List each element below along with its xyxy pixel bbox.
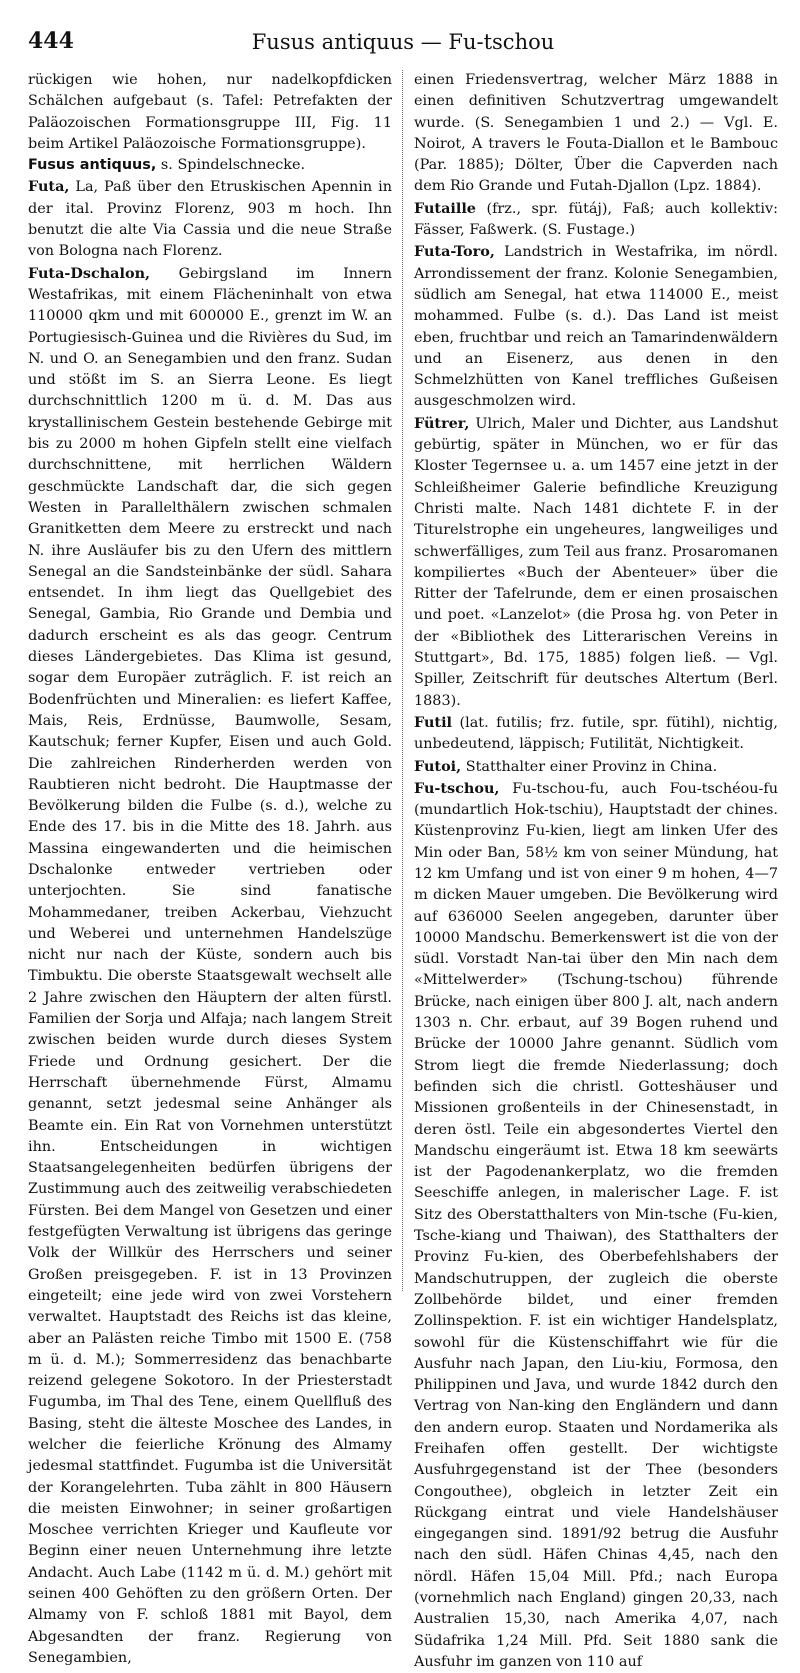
entry-text: (frz., spr. fütáj), Faß; auch kollektiv: Fässer, Faßwerk. (S. Fustage.) — [414, 200, 778, 239]
entry-text: Gebirgsland im Innern Westafrikas, mit einem Flächeninhalt von etwa 110000 qkm und mit 600000 E., grenzt im W. an Portugiesisch-Guinea und die Rivières du Sud, im N. und O. an Senegambien und den franz. Sudan und stößt im S. an Sierra Leone. Es liegt durchschnittlich 1200 m ü. d. M. Das aus krystallinischem Gestein bestehende Gebirge mit bis zu 2000 m hohen Gipfeln stellt eine vielfach durchschnittene, mit herrlichen Wäldern geschmückte Landschaft dar, die sich gegen Westen in Parallelthälern zwischen schmalen Granitketten dem Meere zu erstreckt und nach N. ihre Ausläufer bis zu den Ufern des mittlern Senegal an die Sandsteinbänke der südl. Sahara entsendet. In ihm liegt das Quellgebiet des Senegal, Gambia, Rio Grande und Dembia und dadurch erscheint es als das geogr. Centrum dieses Ländergebietes. Das Klima ist gesund, sogar dem Europäer zuträglich. F. ist reich an Bodenfrüchten und Mineralien: es liefert Kaffee, Mais, Reis, Erdnüsse, Baumwolle, Sesam, Kautschuk; ferner Kupfer, Eisen und auch Gold. Die zahlreichen Rinderherden werden von Raubtieren nicht bedroht. Die Hauptmasse der Bevölkerung bilden die Fulbe (s. d.), welche zu Ende des 17. bis in die Mitte des 18. Jahrh. aus Massina eingewanderten und die heimischen Dschalonke entweder vertrieben oder unterjochten. Sie sind fanatische Mohammedaner, treiben Ackerbau, Viehzucht und Weberei und unternehmen Handelszüge nicht nur nach der Küste, sondern auch bis Timbuktu. Die oberste Staatsgewalt wechselt alle 2 Jahre zwischen den Häuptern der alten fürstl. Familien der Sorja und Alfaja; nach langem Streit zwischen beiden wurde durch dieses System Friede und Ordnung gesichert. Der die Herrschaft übernehmende Fürst, Almamu genannt, setzt jedesmal seine Anhänger als Beamte ein. Ein Rat von Vornehmen unterstützt ihn. Entscheidungen in wichtigen Staatsangelegenheiten bedürfen übrigens der Zustimmung auch des zeitweilig verabschiedeten Fürsten. Bei dem Mangel von Gesetzen und einer festgefügten Verwaltung ist übrigens das geringe Volk der Willkür des Herrschers und seiner Großen preisgegeben. F. ist in 13 Provinzen eingeteilt; eine jede wird von zwei Vorstehern verwaltet. Hauptstadt des Reichs ist das kleine, aber an Palästen reiche Timbo mit 1500 E. (758 m ü. d. M.); Sommerresidenz das benachbarte reizend gelegene Sokotoro. In der Priesterstadt Fugumba, im Thal des Tene, einem Quellfluß des Basing, steht die älteste Moschee des Landes, in welcher die feierliche Krönung des Almamy jedesmal stattfindet. Fugumba ist die Universität der Korangelehrten. Tuba zählt in 800 Häusern die meisten Einwohner; in seiner großartigen Moschee verrichten Krieger und Kaufleute vor Beginn einer neuen Unternehmung ihre letzte Andacht. Auch Labe (1142 m ü. d. M.) gehört mit seinen 400 Gehöften zu den größern Orten. Der Almamy von F. schloß 1881 mit Bayol, dem Abgesandten der franz. Regierung von Senegambien, — [28, 265, 392, 1666]
page-number: 444 — [28, 28, 74, 54]
entry-text: rückigen wie hohen, nur nadelkopfdicken Schälchen aufgebaut (s. Tafel: Petrefakten der Paläozoischen Formationsgruppe III, Fig. 11 beim Artikel Paläozoische Formationsgruppe). — [28, 72, 392, 152]
dictionary-page — [28, 26, 778, 1670]
entry-paragraph — [28, 155, 392, 176]
text-columns — [28, 70, 778, 1670]
entry-text: (lat. futilis; frz. futile, spr. fütihl), nichtig, unbedeutend, läppisch; Futilität, Nichtigkeit. — [414, 714, 778, 753]
entry-headword: Futa, — [28, 178, 70, 196]
entry-text: Ulrich, Maler und Dichter, aus Landshut gebürtig, später in München, wo er für das Kloster Tegernsee u. a. um 1457 eine jetzt in der Schleißheimer Galerie befindliche Kreuzigung Christi malte. Nach 1481 dichtete F. in der Titurelstrophe ein ungeheures, langweiliges und schwerfälliges, zum Teil aus franz. Prosaromanen kompiliertes «Buch der Abenteuer» über die Ritter der Tafelrunde, dem er einen prosaischen und poet. «Lanzelot» (die Prosa hg. von Peter in der «Bibliothek des Litterarischen Vereins in Stuttgart», Bd. 175, 1885) folgen ließ. — Vgl. Spiller, Zeitschrift für deutsches Altertum (Berl. 1883). — [414, 415, 778, 709]
entry-headword: Futaille — [414, 199, 476, 217]
entry-paragraph — [28, 176, 392, 262]
entry-text: Fu-tschou-fu, auch Fou-tschéou-fu (mundartlich Hok-tschiu), Hauptstadt der chines. Küstenprovinz Fu-kien, liegt am linken Ufer des Min oder Ban, 58½ km von seiner Mündung, hat 12 km Umfang und ist von einer 9 m hohen, 4—7 m dicken Mauer umgeben. Die Bevölkerung wird auf 636000 Seelen angegeben, darunter über 10000 Mandschu. Bemerkenswert ist die von der südl. Vorstadt Nan-tai über den Min nach dem «Mittelwerder» (Tschung-tschou) führende Brücke, nach einigen über 800 J. alt, nach andern 1303 n. Chr. erbaut, auf 39 Bogen ruhend und Brücke der 10000 Jahre genannt. Südlich vom Strom liegt die fremde Niederlassung; doch befinden sich die christl. Gotteshäuser und Missionen großenteils in der Chinesenstadt, in deren östl. Teile ein abgesondertes Viertel den Mandschu eingeräumt ist. Etwa 18 km seewärts ist der Pagodenankerplatz, wo die fremden Seeschiffe anlegen, in malerischer Lage. F. ist Sitz des Oberstatthalters von Min-tsche (Fu-kien, Tsche-kiang und Thaiwan), des Statthalters der Provinz Fu-kien, des Oberbefehlshabers der Mandschutruppen, der zugleich die oberste Zollbehörde bildet, und einer fremden Zollinspektion. F. ist ein wichtiger Handelsplatz, sowohl für die Küstenschiffahrt wie für die Ausfuhr nach Japan, den Liu-kiu, Formosa, den Philippinen und Java, und wurde 1842 durch den Vertrag von Nan-king den Engländern und dann den andern europ. Staaten und Nordamerika als Freihafen offen gestellt. Der wichtigste Ausfuhrgegenstand ist der Thee (besonders Congouthee), obgleich in letzter Zeit ein Rückgang eintrat und viele Handelshäuser eingegangen sind. 1891/92 betrug die Ausfuhr nach den südl. Häfen Chinas 4,45, nach den nördl. Häfen 15,04 Mill. Pfd.; nach Europa (vornehmlich nach England) gingen 20,33, nach Australien 15,30, nach Amerika 4,07, nach Südafrika 1,24 Mill. Pfd. Seit 1880 sank die Ausfuhr im ganzen von 110 auf — [414, 780, 778, 1670]
entry-paragraph — [414, 756, 778, 778]
running-title: Fusus antiquus — Fu-tschou — [251, 30, 555, 54]
column-divider — [402, 70, 403, 1291]
entry-headword: Fusus antiquus, — [28, 157, 157, 174]
entry-text: einen Friedensvertrag, welcher März 1888 in einen definitiven Schutzvertrag umgewandelt wurde. (S. Senegambien 1 und 2.) — Vgl. E. Noirot, A travers le Fouta-Diallon et le Bambouc (Par. 1885); Dölter, Über die Capverden nach dem Rio Grande und Futah-Djallon (Lpz. 1884). — [414, 72, 778, 195]
entry-headword: Fu-tschou, — [414, 779, 500, 797]
right-column — [414, 70, 778, 1670]
entry-text: La, Paß über den Etruskischen Apennin in der ital. Provinz Florenz, 903 m hoch. Ihn benutzt die alte Via Cassia und die neue Straße von Bologna nach Florenz. — [28, 179, 392, 260]
entry-paragraph — [414, 778, 778, 1673]
entry-paragraph — [414, 198, 778, 242]
entry-text: Statthalter einer Provinz in China. — [461, 758, 718, 775]
entry-headword: Futa-Toro, — [414, 243, 495, 261]
entry-paragraph — [414, 70, 778, 198]
entry-paragraph — [414, 241, 778, 412]
entry-text: Landstrich in Westafrika, im nördl. Arrondissement der franz. Kolonie Senegambien, südlich am Senegal, hat etwa 114000 E., meist mohammed. Fulbe (s. d.). Das Land ist meist eben, fruchtbar und reich an Tamarindenwäldern und an Eisenerz, aus denen in den Schmelzhütten von Kanel treffliches Gußeisen ausgeschmolzen wird. — [414, 244, 778, 410]
entry-headword: Futa-Dschalon, — [28, 264, 151, 282]
entry-headword: Futoi, — [414, 757, 462, 775]
entry-headword: Fütrer, — [414, 414, 470, 432]
entry-paragraph — [28, 70, 392, 155]
entry-paragraph — [414, 712, 778, 756]
entry-paragraph — [28, 263, 392, 1670]
page-header — [28, 26, 778, 66]
entry-text: s. Spindelschnecke. — [156, 157, 306, 174]
entry-paragraph — [414, 413, 778, 712]
entry-headword: Futil — [414, 713, 453, 731]
left-column — [28, 70, 392, 1666]
